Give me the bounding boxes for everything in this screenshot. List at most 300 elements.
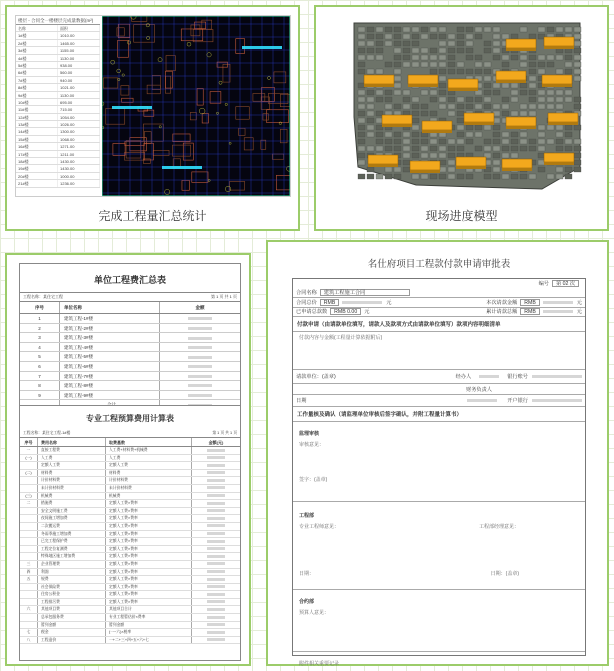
sheet-cell-name: 15#楼 — [16, 136, 58, 142]
budget-cell-name: 未计价材料费 — [38, 485, 106, 492]
budget-cell-name: 工程排污费 — [38, 599, 106, 606]
payment-content-note: 付款内容与金额(工程量计算依据附后) — [293, 332, 585, 370]
total-request-label: 累计请款总额 — [486, 309, 518, 316]
contract-total-unit: 元 — [386, 299, 392, 306]
sheet-cell-area: 1211.00 — [58, 151, 100, 157]
cost-title: 合约部 — [299, 599, 315, 605]
sheet-row — [16, 55, 100, 62]
summary-title: 单位工程费汇总表 — [20, 264, 240, 293]
sheet-cell-name: 13#楼 — [16, 121, 58, 127]
sheet-cell-name: 19#楼 — [16, 165, 58, 171]
redacted-amount — [207, 593, 225, 596]
quantity-summary-panel — [5, 5, 300, 231]
summary-row — [20, 372, 240, 382]
budget-row — [20, 508, 240, 516]
budget-cell-basis: 材料费 — [106, 470, 192, 477]
sheet-cell-area: 1430.00 — [58, 165, 100, 171]
sheet-cell-name: 4#楼 — [16, 55, 58, 61]
budget-cell-name: 工程造价 — [38, 637, 106, 644]
sheet-row — [16, 180, 100, 187]
sheet-cell-area: 1026.00 — [58, 121, 100, 127]
redacted-amount — [207, 631, 225, 634]
redacted-amount — [207, 616, 225, 619]
budget-row — [20, 546, 240, 554]
redacted-amount — [207, 479, 225, 482]
budget-cell-no — [20, 584, 38, 591]
summary-row — [20, 362, 240, 372]
summary-page: 第 1 页 共 1 页 — [210, 294, 237, 299]
redacted-amount — [188, 346, 212, 349]
budget-cell-no — [20, 591, 38, 598]
supervisor-signature: 签字：(盖章) — [299, 477, 328, 483]
section-payment-request: 付款申请（由请款单位填写，请款人及款项方式由请款单位填写）款项内容明细清单 — [293, 317, 585, 332]
engineering-opinions — [293, 521, 585, 532]
cost-tables-panel — [5, 253, 251, 666]
budget-row — [20, 470, 240, 478]
budget-cell-no — [20, 553, 38, 560]
redacted-amount — [207, 570, 225, 573]
finance-label: 财务负责人 — [466, 386, 492, 393]
attachment-label: 附件相关重要记录 — [299, 661, 340, 667]
redacted-amount — [188, 327, 212, 330]
summary-row — [20, 324, 240, 334]
sheet-cell-name: 5#楼 — [16, 62, 58, 68]
sheet-cell-name: 7#楼 — [16, 77, 58, 83]
sheet-row — [16, 165, 100, 172]
budget-cell-name: 定额人工费 — [38, 462, 106, 469]
budget-cell-name: 特殊地区施工增加费 — [38, 553, 106, 560]
budget-cell-basis: 定额人工费×费率 — [106, 553, 192, 560]
this-request-currency: RMB — [520, 299, 540, 306]
budget-row — [20, 493, 240, 501]
redacted-amount — [207, 502, 225, 505]
paid-unit: 元 — [364, 309, 370, 316]
summary-row — [20, 343, 240, 353]
budget-row — [20, 561, 240, 569]
summary-header-name: 单位名称 — [60, 302, 160, 313]
redacted-amount — [188, 384, 212, 387]
summary-cell-name: 建筑工程-9#楼 — [60, 391, 160, 400]
budget-cell-name: 夜间施工增加费 — [38, 515, 106, 522]
engineer-opinion: 专业工程师意见： — [299, 524, 340, 530]
budget-cell-basis: 定额人工费×费率 — [106, 508, 192, 515]
budget-cell-basis: (一~六)×税率 — [106, 629, 192, 636]
budget-cell-no — [20, 477, 38, 484]
budget-cell-no: (二) — [20, 470, 38, 477]
sheet-cell-name: 1#楼 — [16, 32, 58, 38]
sheet-cell-area: 1130.00 — [58, 92, 100, 98]
budget-cell-basis: 定额人工费×费率 — [106, 591, 192, 598]
budget-cell-name: 企业管理费 — [38, 561, 106, 568]
engineering-date-seal: 日期：(盖章) — [490, 571, 519, 577]
budget-project: 工程名称：某住宅工程-1#楼 — [23, 431, 71, 435]
budget-row — [20, 606, 240, 614]
contract-name-row — [293, 289, 585, 299]
summary-cell-name: 建筑工程-8#楼 — [60, 381, 160, 390]
sheet-cell-area: 715.00 — [58, 106, 100, 112]
quantity-spreadsheet — [16, 16, 100, 196]
this-request-unit: 元 — [576, 299, 582, 306]
sheet-cell-area: 1068.00 — [58, 136, 100, 142]
budget-cell-name: 材料费 — [38, 470, 106, 477]
redacted-total-request — [543, 310, 573, 313]
quantity-summary-screenshot — [15, 15, 291, 197]
summary-row — [20, 391, 240, 401]
sheet-cell-name: 11#楼 — [16, 106, 58, 112]
budget-cell-basis: 暂列金额 — [106, 622, 192, 629]
budget-header-basis: 取费基数 — [106, 438, 192, 446]
cad-floor-plan — [102, 16, 290, 196]
engineering-date: 日期： — [299, 571, 315, 577]
budget-cell-no: 三 — [20, 561, 38, 568]
redacted-amount — [188, 365, 212, 368]
sheet-row — [16, 77, 100, 84]
budget-info — [20, 430, 240, 438]
sheet-cell-name: 6#楼 — [16, 69, 58, 75]
summary-cell-name: 建筑工程-2#楼 — [60, 324, 160, 333]
summary-cell-no: 9 — [20, 391, 60, 400]
sheet-cell-name: 2#楼 — [16, 40, 58, 46]
redacted-amount — [188, 375, 212, 378]
sheet-cell-area: 938.00 — [58, 62, 100, 68]
sheet-cell-area: 1130.00 — [58, 55, 100, 61]
summary-cell-no: 7 — [20, 372, 60, 381]
budget-row — [20, 599, 240, 607]
contract-name-field: 建筑工程施工合同 — [320, 289, 410, 296]
budget-cell-no — [20, 508, 38, 515]
sheet-row — [16, 121, 100, 128]
caption-progress-model: 现场进度模型 — [425, 209, 498, 223]
sheet-cell-area: 940.00 — [58, 77, 100, 83]
budget-row — [20, 553, 240, 561]
redacted-account — [532, 375, 582, 378]
supervisor-block — [293, 422, 585, 502]
sheet-header-row — [16, 25, 100, 32]
sheet-row — [16, 47, 100, 54]
budget-row — [20, 523, 240, 531]
progress-model-panel — [314, 5, 609, 231]
budget-cell-name: 社会保险费 — [38, 584, 106, 591]
summary-header-row — [20, 302, 240, 314]
cad-drawing — [102, 16, 290, 196]
this-request-label: 本次请款金额 — [486, 299, 518, 306]
budget-cell-basis: 定额人工费×费率 — [106, 531, 192, 538]
sheet-cell-area: 1155.00 — [58, 47, 100, 53]
summary-cell-no: 1 — [20, 314, 60, 323]
budget-cell-no — [20, 614, 38, 621]
redacted-request — [543, 301, 573, 304]
sheet-row — [16, 69, 100, 76]
budget-cell-name: 已完工程保护费 — [38, 538, 106, 545]
budget-cell-no: 五 — [20, 576, 38, 583]
sheet-cell-area: 1021.00 — [58, 84, 100, 90]
summary-cell-name: 建筑工程-1#楼 — [60, 314, 160, 323]
budget-cell-basis: 计价材料费 — [106, 477, 192, 484]
budget-cell-name: 机械费 — [38, 493, 106, 500]
summary-header-no: 序号 — [20, 302, 60, 313]
sheet-cell-area: 1465.00 — [58, 40, 100, 46]
redacted-amount — [188, 317, 212, 320]
form-body — [292, 278, 586, 667]
redacted-amount — [207, 638, 225, 641]
budget-cell-no: 六 — [20, 606, 38, 613]
sheet-cell-name: 12#楼 — [16, 114, 58, 120]
redacted-date — [467, 399, 497, 402]
sheet-header-area: 面积 — [58, 25, 100, 31]
contract-total-currency: RMB — [320, 299, 340, 306]
budget-cell-no — [20, 538, 38, 545]
serial-value: 第 02 次 — [552, 280, 579, 287]
sheet-row — [16, 173, 100, 180]
redacted-amount — [207, 562, 225, 565]
budget-row — [20, 584, 240, 592]
bank-row — [293, 395, 585, 407]
budget-cell-name: 规费 — [38, 576, 106, 583]
account-label: 银行账号 — [507, 374, 528, 380]
budget-row — [20, 455, 240, 463]
budget-row — [20, 485, 240, 493]
total-request-currency: RMB — [520, 308, 540, 315]
sheet-cell-name: 3#楼 — [16, 47, 58, 53]
budget-cell-name: 利润 — [38, 569, 106, 576]
serial-label: 编号 — [538, 281, 549, 288]
budget-cell-no — [20, 462, 38, 469]
summary-row — [20, 333, 240, 343]
budget-header-name: 费用名称 — [38, 438, 106, 446]
redacted-amount — [207, 623, 225, 626]
sheet-header-name: 名称 — [16, 25, 58, 31]
redacted-amount — [207, 585, 225, 588]
budget-cell-name: 直接工程费 — [38, 447, 106, 454]
budget-cell-basis: 机械费 — [106, 493, 192, 500]
summary-cell-no: 5 — [20, 352, 60, 361]
budget-cell-no: 八 — [20, 637, 38, 644]
redacted-amount — [207, 540, 225, 543]
budget-cell-no — [20, 515, 38, 522]
budget-cell-basis: 人工费+材料费+机械费 — [106, 447, 192, 454]
sheet-cell-area: 1236.00 — [58, 180, 100, 186]
sheet-row — [16, 62, 100, 69]
summary-row — [20, 352, 240, 362]
bank-label: 开户银行 — [507, 398, 528, 404]
redacted-amount — [188, 394, 212, 397]
budget-cell-name: 计价材料费 — [38, 477, 106, 484]
sheet-cell-name: 20#楼 — [16, 173, 58, 179]
budget-cell-no: (三) — [20, 493, 38, 500]
sheet-row — [16, 143, 100, 150]
applicant-row — [293, 370, 585, 384]
budget-row — [20, 531, 240, 539]
progress-model-image — [346, 17, 586, 195]
budget-cell-no — [20, 599, 38, 606]
summary-cell-name: 建筑工程-5#楼 — [60, 352, 160, 361]
budget-cell-name: 总承包服务费 — [38, 614, 106, 621]
budget-page: 第 1 页 共 1 页 — [212, 431, 237, 435]
sheet-cell-name: 18#楼 — [16, 158, 58, 164]
sheet-cell-area: 1430.00 — [58, 158, 100, 164]
budget-row — [20, 477, 240, 485]
redacted-amount — [207, 578, 225, 581]
redacted-amount — [207, 456, 225, 459]
redacted-amount — [207, 464, 225, 467]
supervisor-title: 监理审核 — [299, 431, 320, 437]
sheet-cell-area: 1271.00 — [58, 143, 100, 149]
budget-header-row — [20, 438, 240, 447]
redacted-amount — [207, 517, 225, 520]
budget-cell-basis: 定额人工费×费率 — [106, 500, 192, 507]
budget-cell-basis: 定额人工费×费率 — [106, 599, 192, 606]
summary-project: 工程名称：某住宅工程 — [23, 294, 63, 299]
summary-header-amount: 金额 — [195, 305, 205, 310]
cost-block — [293, 590, 585, 652]
budget-row — [20, 447, 240, 455]
budget-cell-no: (一) — [20, 455, 38, 462]
summary-cell-name: 建筑工程-6#楼 — [60, 362, 160, 371]
sheet-row — [16, 32, 100, 39]
budget-row — [20, 500, 240, 508]
redacted-amount — [207, 509, 225, 512]
sheet-cell-name: 14#楼 — [16, 128, 58, 134]
engineering-dates — [293, 568, 585, 579]
paid-value: RMB 0.00 — [330, 308, 361, 315]
budget-cell-name: 暂列金额 — [38, 622, 106, 629]
redacted-amount — [207, 547, 225, 550]
sheet-cell-area: 1000.00 — [58, 173, 100, 179]
budget-cell-basis: 定额人工费×费率 — [106, 538, 192, 545]
manager-opinion: 工程部经理意见： — [478, 524, 519, 530]
sheet-cell-name: 10#楼 — [16, 99, 58, 105]
total-request-unit: 元 — [576, 309, 582, 316]
sheet-cell-name: 21#楼 — [16, 180, 58, 186]
sheet-cell-name: 17#楼 — [16, 151, 58, 157]
budget-cell-name: 冬雨季施工增加费 — [38, 531, 106, 538]
budget-header-no: 序号 — [20, 438, 38, 446]
budget-cell-no — [20, 485, 38, 492]
redacted-amount — [207, 600, 225, 603]
budget-cell-basis: 定额人工费×费率 — [106, 523, 192, 530]
budget-cell-name: 人工费 — [38, 455, 106, 462]
budget-cell-no — [20, 546, 38, 553]
budget-cell-basis: 定额人工费×费率 — [106, 576, 192, 583]
budget-header-amount: 金额(元) — [208, 440, 224, 445]
engineering-block — [293, 502, 585, 590]
sheet-row — [16, 84, 100, 91]
redacted-amount — [207, 471, 225, 474]
budget-row — [20, 622, 240, 630]
sheet-row — [16, 114, 100, 121]
sheet-row — [16, 158, 100, 165]
sheet-cell-area: 1300.00 — [58, 128, 100, 134]
budget-cell-name: 二次搬运费 — [38, 523, 106, 530]
contract-total-label: 合同总价 — [296, 299, 317, 306]
budget-cell-name: 住房公积金 — [38, 591, 106, 598]
budget-row — [20, 462, 240, 470]
budget-cell-basis: 未计价材料费 — [106, 485, 192, 492]
budget-cell-basis: 定额人工费×费率 — [106, 584, 192, 591]
budget-cell-basis: 定额人工费×费率 — [106, 561, 192, 568]
finance-row — [293, 384, 585, 395]
sheet-row — [16, 92, 100, 99]
form-title: 名仕府项目工程款付款申请审批表 — [367, 259, 511, 270]
supervisor-opinion: 审核意见： — [299, 442, 325, 448]
sheet-cell-name: 9#楼 — [16, 92, 58, 98]
summary-cell-no: 8 — [20, 381, 60, 390]
caption-quantity-summary: 完成工程量汇总统计 — [98, 209, 207, 223]
redacted-amount — [207, 608, 225, 611]
budget-cell-basis: 定额人工费×费率 — [106, 569, 192, 576]
summary-cell-name: 建筑工程-3#楼 — [60, 333, 160, 342]
paid-row — [293, 308, 585, 318]
budget-row — [20, 637, 240, 645]
summary-cell-name: 建筑工程-7#楼 — [60, 372, 160, 381]
redacted-agent — [479, 375, 499, 378]
summary-cell-name: 建筑工程-4#楼 — [60, 343, 160, 352]
budget-cell-no: 四 — [20, 569, 38, 576]
budget-cell-no — [20, 523, 38, 530]
budget-row — [20, 591, 240, 599]
summary-cell-no: 6 — [20, 362, 60, 371]
budget-title: 专业工程预算费用计算表 — [86, 414, 174, 423]
contract-total-row — [293, 298, 585, 308]
sheet-cell-name: 8#楼 — [16, 84, 58, 90]
sheet-title: 楼层 - 合同全一楼楼层完成量数据(m²) — [16, 16, 100, 25]
sheet-row — [16, 151, 100, 158]
redacted-amount — [207, 486, 225, 489]
budget-cell-basis: 专业工程暂估价×费率 — [106, 614, 192, 621]
budget-cell-no: 二 — [20, 500, 38, 507]
agent-label: 经办人 — [455, 374, 472, 380]
section-workload-confirm: 工作量核及确认（请监理单位审核后签字确认，并附工程量计算书） — [293, 407, 585, 422]
budget-cell-basis: 定额人工费×费率 — [106, 546, 192, 553]
budget-cell-name: 措施费 — [38, 500, 106, 507]
budget-cell-no — [20, 531, 38, 538]
sheet-row — [16, 136, 100, 143]
budget-row — [20, 569, 240, 577]
redacted-amount — [188, 337, 212, 340]
serial-row — [293, 279, 585, 289]
budget-cell-basis: 定额人工费 — [106, 462, 192, 469]
payment-approval-panel — [266, 240, 609, 666]
budget-cell-basis: 人工费 — [106, 455, 192, 462]
budget-cell-name: 税金 — [38, 629, 106, 636]
budget-calculation-table — [19, 405, 241, 661]
redacted-amount — [188, 356, 212, 359]
budget-cell-name: 工程定位复测费 — [38, 546, 106, 553]
budget-row — [20, 515, 240, 523]
summary-row — [20, 381, 240, 391]
budget-cell-basis: 定额人工费×费率 — [106, 515, 192, 522]
budget-row — [20, 629, 240, 637]
redacted-amount — [207, 532, 225, 535]
site-3d-model — [346, 17, 586, 195]
date-label: 日期 — [296, 398, 307, 404]
budget-cell-no: 七 — [20, 629, 38, 636]
budget-cell-name: 安全文明施工费 — [38, 508, 106, 515]
sheet-cell-area: 695.00 — [58, 99, 100, 105]
redacted-amount — [207, 494, 225, 497]
sheet-cell-area: 560.00 — [58, 69, 100, 75]
engineering-title: 工程部 — [299, 513, 315, 519]
budget-cell-name: 其他项目费 — [38, 606, 106, 613]
budget-cell-no: 一 — [20, 447, 38, 454]
summary-cell-no: 2 — [20, 324, 60, 333]
payment-approval-form — [278, 250, 600, 667]
applicant-unit-label: 请款单位：(盖章) — [296, 374, 336, 380]
summary-info — [20, 293, 240, 302]
summary-cell-no: 4 — [20, 343, 60, 352]
sheet-cell-area: 1010.00 — [58, 32, 100, 38]
contract-name-label: 合同名称 — [296, 290, 317, 297]
